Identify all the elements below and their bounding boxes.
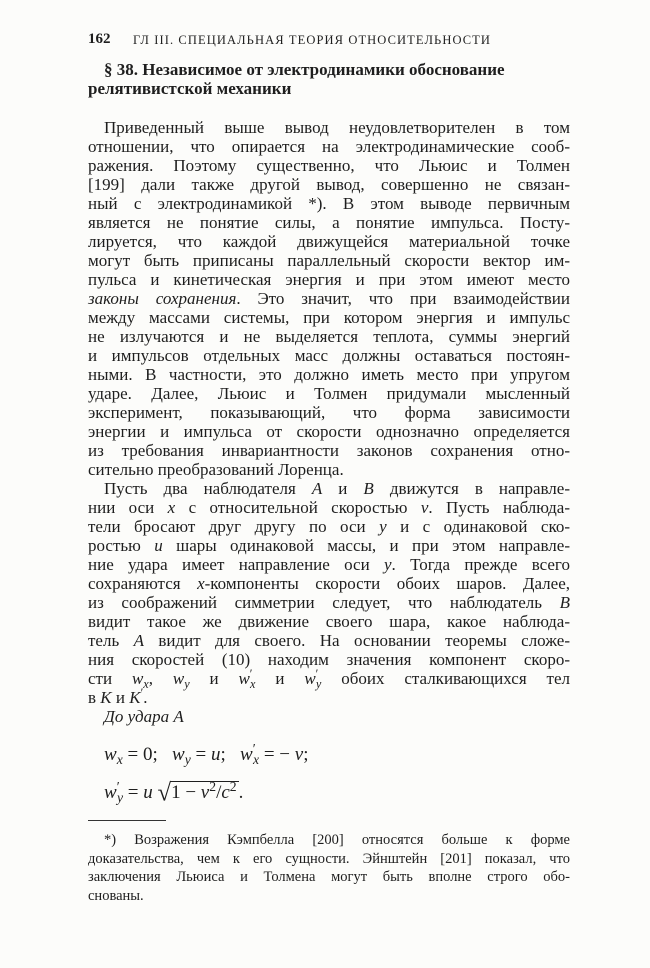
text-run: . Это значит, что при взаимодействии bbox=[236, 289, 570, 308]
text-run: . bbox=[143, 688, 148, 707]
body-line: из требования инвариантности законов сохранения отно- bbox=[88, 441, 570, 460]
equation bbox=[104, 736, 524, 774]
page-header bbox=[0, 30, 650, 48]
text-run: сти bbox=[88, 669, 132, 688]
italic-run: w bbox=[104, 782, 117, 803]
footnote-line: *) Возражения Кэмпбелла [200] относятся больше к форме bbox=[104, 832, 570, 848]
body-line bbox=[88, 517, 570, 536]
italic-run: w bbox=[104, 744, 117, 765]
italic-run: w bbox=[304, 669, 316, 688]
body-line: [199] дали также другой вывод, совершенно не связан- bbox=[88, 175, 570, 194]
text-run: = bbox=[190, 744, 211, 765]
text-run: сохраняются bbox=[88, 574, 198, 593]
body-line: ния скоростей (10) находим значения компонент скоро- bbox=[88, 650, 570, 669]
italic-run: K bbox=[129, 688, 141, 707]
text-run: 1 − bbox=[171, 782, 201, 803]
italic-run: w bbox=[240, 744, 253, 765]
footnote-rule bbox=[88, 820, 166, 821]
body-line bbox=[88, 574, 570, 593]
text-run: = − bbox=[259, 744, 295, 765]
text-run: и bbox=[111, 688, 130, 707]
text-run: ; bbox=[220, 744, 241, 765]
text-run: . Тогда прежде всего bbox=[391, 555, 570, 574]
body-line: пульса и кинетическая энергия и при этом имеют место bbox=[88, 270, 570, 289]
italic-run: w bbox=[172, 669, 185, 688]
body-line: видит такое же движение своего шара, какое наблюда- bbox=[88, 612, 570, 631]
text-run: -компоненты скорости обоих шаров. Далее, bbox=[204, 574, 570, 593]
italic-run: v bbox=[294, 744, 304, 765]
italic-run: c bbox=[221, 782, 230, 803]
italic-run: законы сохранения bbox=[88, 289, 237, 308]
footnote-line: доказательства, чем к его сущности. Эйнштейн [201] показал, что bbox=[88, 850, 570, 867]
superscript: ′ bbox=[116, 779, 120, 795]
italic-run: y bbox=[384, 555, 392, 574]
subscript: x bbox=[250, 676, 256, 691]
italic-run: B bbox=[363, 479, 374, 498]
italic-run: v bbox=[420, 498, 429, 517]
text-run: и с одинаковой ско- bbox=[386, 517, 570, 536]
text-run: . Пусть наблюда- bbox=[428, 498, 570, 517]
subscript: y bbox=[315, 676, 322, 691]
text-run: и bbox=[322, 479, 364, 498]
text-run: = bbox=[123, 782, 144, 803]
text-run: тели бросают друг другу по оси bbox=[88, 517, 380, 536]
text-run: и bbox=[189, 669, 239, 688]
italic-run: u bbox=[211, 744, 221, 765]
superscript: ′ bbox=[252, 741, 256, 757]
italic-run: v bbox=[200, 782, 210, 803]
text-run: обоих сталкивающихся тел bbox=[321, 669, 570, 688]
body-line: ный с электродинамикой *). В этом выводе первичным bbox=[88, 194, 570, 213]
body-line: между массами системы, при котором энергия и импульс bbox=[88, 308, 570, 327]
text-run: = 0; bbox=[122, 744, 173, 765]
paragraph bbox=[88, 118, 570, 479]
paragraph bbox=[88, 479, 570, 707]
italic-run: A bbox=[133, 631, 144, 650]
italic-run: u bbox=[143, 782, 153, 803]
italic-run: K bbox=[100, 688, 112, 707]
text-run: ние удара имеет направление оси bbox=[88, 555, 384, 574]
superscript: ′ bbox=[140, 685, 144, 700]
math-symbol: √ bbox=[157, 779, 172, 807]
text-run: ростью bbox=[88, 536, 155, 555]
body-line: энергии и импульса от скорости однозначно определяется bbox=[88, 422, 570, 441]
text-run: , bbox=[148, 669, 173, 688]
text-run: тель bbox=[88, 631, 134, 650]
body-line: сительно преобразований Лоренца. bbox=[88, 460, 344, 479]
text-run: и bbox=[255, 669, 305, 688]
footnote bbox=[88, 831, 570, 905]
body-line: не излучаются и не выделяется теплота, суммы энергий bbox=[88, 327, 570, 346]
subscript: x bbox=[116, 752, 123, 768]
text-run: нии оси bbox=[88, 498, 168, 517]
superscript: 2 bbox=[229, 779, 237, 795]
text-run: видит для своего. На основании теоремы сложе- bbox=[143, 631, 570, 650]
body-line: эксперимент, показывающий, что форма зависимости bbox=[88, 403, 570, 422]
body-line bbox=[88, 707, 570, 726]
page-number: 162 bbox=[88, 31, 111, 47]
body-line: и импульсов отдельных масс должны оставаться постоян- bbox=[88, 346, 570, 365]
superscript: 2 bbox=[209, 779, 217, 795]
italic-run: До удара A bbox=[104, 707, 184, 726]
superscript: ′ bbox=[249, 666, 253, 681]
italic-run: A bbox=[311, 479, 323, 498]
text-run: с относительной скоростью bbox=[175, 498, 421, 517]
subscript: x bbox=[143, 676, 149, 691]
equation bbox=[104, 774, 524, 812]
italic-run: x bbox=[167, 498, 176, 517]
body-line bbox=[88, 479, 570, 498]
text-run: . bbox=[238, 782, 244, 803]
body-line: могут быть приписаны параллельный скорости вектор им- bbox=[88, 251, 570, 270]
text-run: из соображений симметрии следует, что наблюдатель bbox=[88, 593, 560, 612]
text-run: / bbox=[216, 782, 222, 803]
italic-run: x bbox=[197, 574, 205, 593]
body-line: ражения. Поэтому существенно, что Льюис и Толмен bbox=[88, 156, 570, 175]
italic-run: B bbox=[559, 593, 570, 612]
section-title-line: релятивистской механики bbox=[88, 79, 292, 98]
section-title-line: § 38. Независимое от электродинамики обоснование bbox=[104, 60, 505, 79]
body-line: отношении, что опирается на электродинамические сооб- bbox=[88, 137, 570, 156]
paragraph-label bbox=[88, 707, 570, 726]
body-line: является не понятие силы, а понятие импульса. Посту- bbox=[88, 213, 570, 232]
body-line: лируется, что каждой движущейся материальной точке bbox=[88, 232, 570, 251]
italic-run: w bbox=[131, 669, 144, 688]
body-line bbox=[88, 536, 570, 555]
body-line: ударе. Далее, Льюис и Толмен придумали мысленный bbox=[88, 384, 570, 403]
footnote-line: снованы. bbox=[88, 887, 144, 904]
italic-run: u bbox=[154, 536, 163, 555]
body-line: Приведенный выше вывод неудовлетворителен в том bbox=[104, 118, 570, 137]
radicand bbox=[170, 781, 239, 804]
subscript: y bbox=[184, 676, 190, 691]
body-line bbox=[88, 685, 570, 707]
text-run: движутся в направле- bbox=[373, 479, 570, 498]
superscript: ′ bbox=[315, 666, 319, 681]
body-line bbox=[88, 289, 570, 308]
text-run: Пусть два наблюдателя bbox=[104, 479, 312, 498]
body-text bbox=[88, 118, 570, 726]
text-run: в bbox=[88, 688, 101, 707]
text-run: ; bbox=[303, 744, 309, 765]
subscript: y bbox=[184, 752, 191, 768]
body-line: ными. В частности, это должно иметь место при упругом bbox=[88, 365, 570, 384]
text-run: шары одинаковой массы, и при этом направле- bbox=[162, 536, 570, 555]
italic-run: w bbox=[238, 669, 250, 688]
italic-run: y bbox=[379, 517, 387, 536]
subscript: y bbox=[116, 790, 124, 806]
body-line bbox=[88, 498, 570, 517]
running-title: ГЛ III. СПЕЦИАЛЬНАЯ ТЕОРИЯ ОТНОСИТЕЛЬНОСТИ bbox=[133, 33, 492, 47]
body-line bbox=[88, 555, 570, 574]
body-line bbox=[88, 666, 570, 691]
body-line bbox=[88, 593, 570, 612]
subscript: x bbox=[252, 752, 260, 768]
footnote-line: заключения Льюиса и Толмена могут быть вполне строго обо- bbox=[88, 869, 570, 885]
body-line bbox=[88, 631, 570, 650]
section-title bbox=[88, 60, 570, 98]
italic-run: w bbox=[172, 744, 185, 765]
equations bbox=[104, 736, 524, 812]
